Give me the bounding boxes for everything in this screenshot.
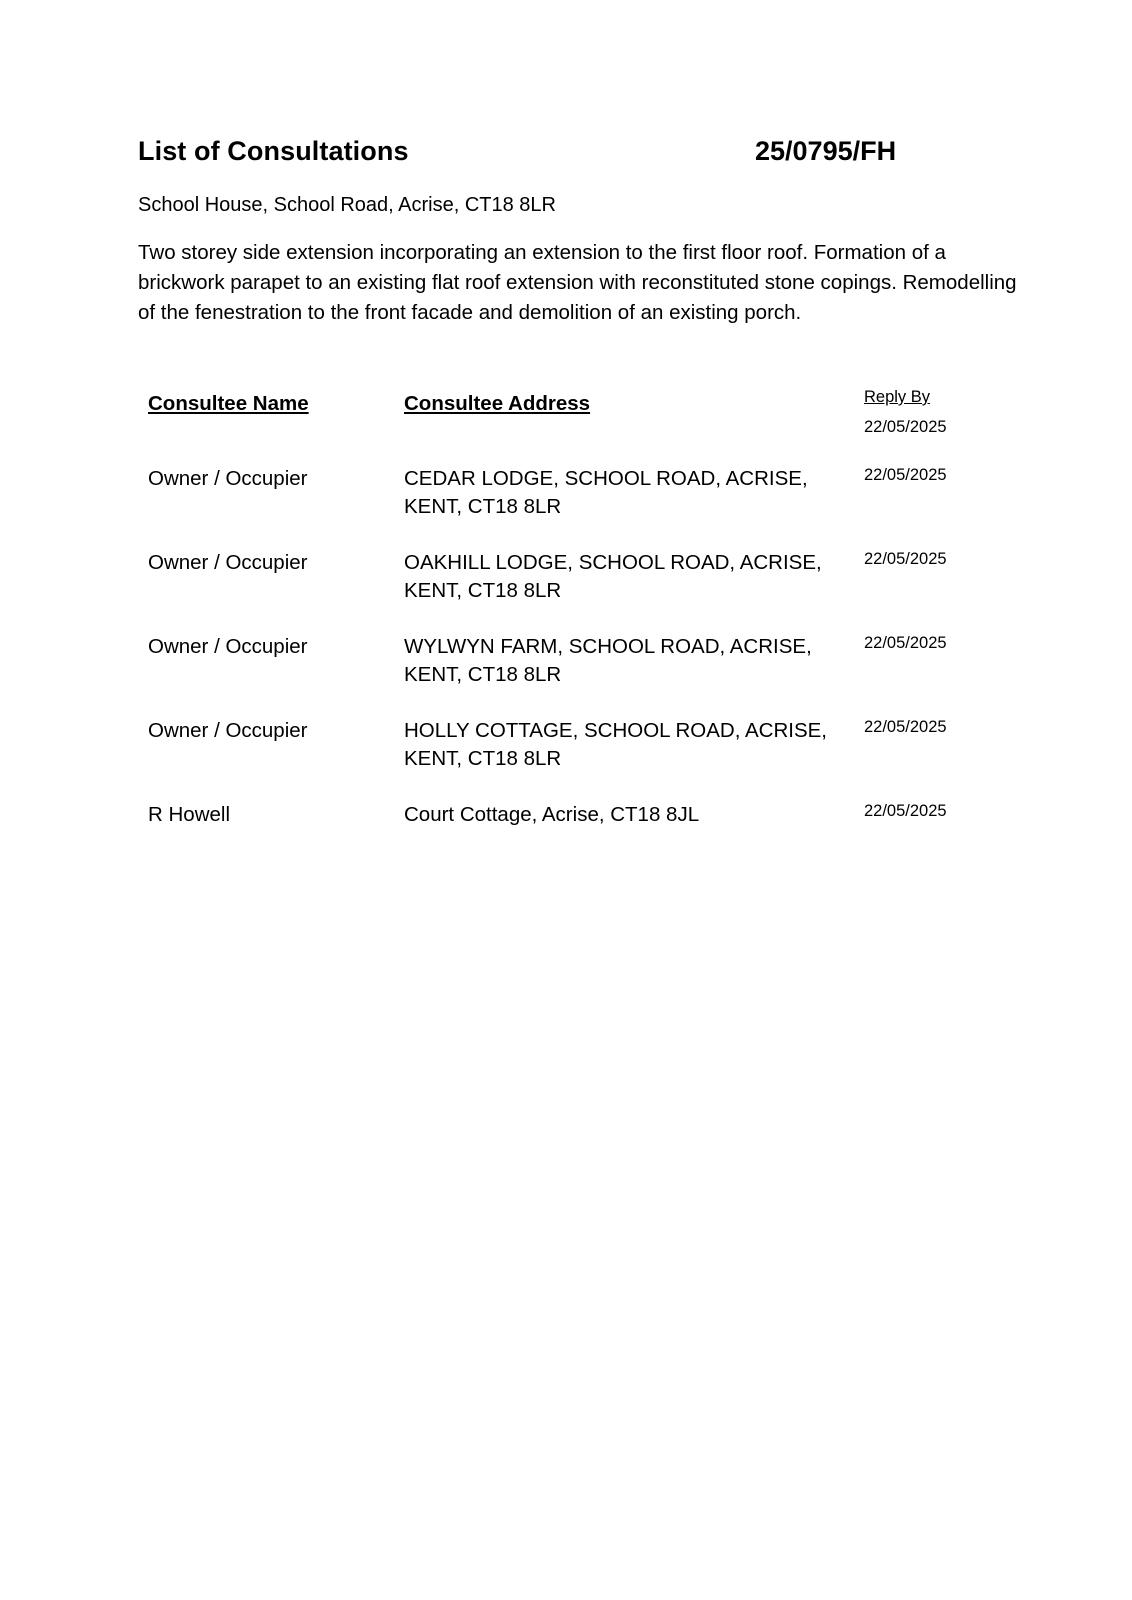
consultee-address: CEDAR LODGE, SCHOOL ROAD, ACRISE, KENT, CT18 8LR [404,467,808,518]
reply-by-date: 22/05/2025 [864,550,947,568]
application-reference: 25/0795/FH [755,136,897,166]
consultee-address: WYLWYN FARM, SCHOOL ROAD, ACRISE, KENT, CT18 8LR [404,635,812,686]
consultee-name: Owner / Occupier [148,467,308,490]
header-consultee-name: Consultee Name [148,392,309,415]
consultee-address: Court Cottage, Acrise, CT18 8JL [404,803,700,826]
header-reply-by-date: 22/05/2025 [864,418,947,436]
consultee-address: OAKHILL LODGE, SCHOOL ROAD, ACRISE, KENT, CT18 8LR [404,551,822,602]
page-title: List of Consultations [138,136,409,166]
reply-by-date: 22/05/2025 [864,718,947,736]
reply-by-date: 22/05/2025 [864,802,947,820]
consultee-name: Owner / Occupier [148,719,308,742]
table-row [0,717,1132,797]
consultee-name: Owner / Occupier [148,551,308,574]
reply-by-date: 22/05/2025 [864,466,947,484]
consultee-address: HOLLY COTTAGE, SCHOOL ROAD, ACRISE, KENT, CT18 8LR [404,719,828,770]
header-reply-by: Reply By [864,388,931,406]
consultee-name: Owner / Occupier [148,635,308,658]
reply-by-date: 22/05/2025 [864,634,947,652]
proposal-description: Two storey side extension incorporating an extension to the first floor roof. Formation of a brickwork parapet to an existing flat roof extension with reconstituted stone copings. Remodelling of the fenestration to the front facade and demolition of an existing porch. [138,241,1017,324]
table-row [0,633,1132,713]
consultee-name: R Howell [148,803,231,826]
site-address: School House, School Road, Acrise, CT18 8LR [138,194,556,216]
table-row [0,465,1132,545]
table-row [0,549,1132,629]
header-consultee-address: Consultee Address [404,392,591,415]
table-row [0,801,1132,881]
